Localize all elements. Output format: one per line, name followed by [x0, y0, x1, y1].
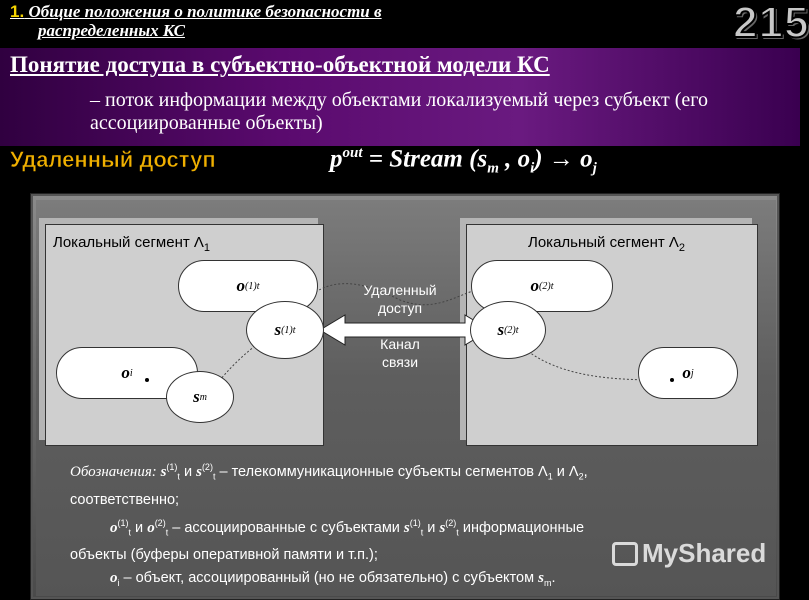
node-o1t: o (1) t	[178, 260, 318, 312]
notation-line-4: объекты (буферы оперативной памяти и т.п.);	[70, 547, 378, 564]
formula: $p^{out}$ = Stream ($s_m$ , $o_i) \to o_j$	[330, 145, 597, 177]
node-s1t: s (1) t	[246, 301, 324, 359]
notation-line-5: $o_i$ – объект, ассоциированный (но не обязательно) с субъектом $s_m$.	[110, 570, 556, 589]
point-oi	[145, 378, 149, 382]
definition-text: – поток информации между объектами локализуемый через субъект (его ассоциированные объекты)	[90, 89, 708, 134]
notation-line-3: $o^{(1)}_t$ и $o^{(2)}_t$ – ассоциированные с субъектами $s^{(1)}_t$ и $s^{(2)}_t$ информационные	[110, 517, 585, 538]
remote-access-caption: Удаленный доступ	[363, 282, 437, 316]
remote-access-title: Удаленный доступ	[10, 147, 216, 172]
notation-line-2: соответственно;	[70, 491, 180, 508]
segment-2-label: Локальный сегмент $\Lambda_2$	[528, 234, 686, 254]
section-number: 1.	[10, 2, 25, 21]
notation-line-1: Обозначения: $s^{(1)}_t$ и $s^{(2)}_t$ – телекоммуникационные субъекты сегментов $\Lambda_1$ и $\Lambda_2$,	[70, 462, 588, 482]
page-heading: Понятие доступа в субъектно-объектной модели КС	[10, 52, 550, 77]
channel-caption: Канал связи	[380, 336, 420, 370]
slide-number: 215	[733, 0, 809, 47]
segment-1-label: Локальный сегмент $\Lambda_1$	[53, 234, 211, 254]
node-s2t: s (2) t	[470, 301, 546, 359]
notation-legend	[70, 456, 750, 595]
node-o2t: o (2) t	[471, 260, 613, 312]
section-title-line2: распределенных КС	[38, 21, 185, 40]
watermark: MyShared	[612, 538, 766, 569]
presentation-icon	[612, 542, 638, 566]
node-oi: o i	[56, 347, 198, 399]
point-oj	[670, 378, 674, 382]
node-oj: o j	[638, 347, 738, 399]
node-sm: s m	[166, 371, 234, 423]
section-title-line1: Общие положения о политике безопасности в	[24, 2, 382, 21]
